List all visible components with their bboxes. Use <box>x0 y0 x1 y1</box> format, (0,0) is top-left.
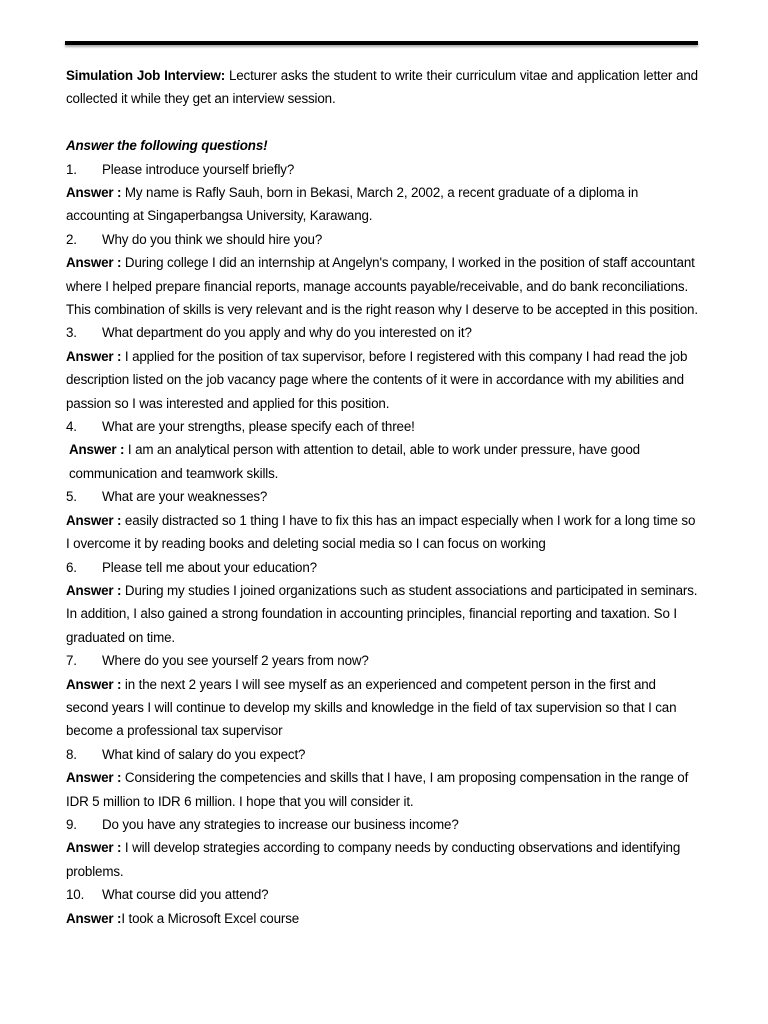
answer-label: Answer : <box>66 348 122 364</box>
question-text: Do you have any strategies to increase our business income? <box>102 816 459 832</box>
question-number: 5. <box>66 489 77 505</box>
question-text: What kind of salary do you expect? <box>102 746 306 762</box>
answer-text: My name is Rafly Sauh, born in Bekasi, March 2, 2002, a recent graduate of a diploma in accounting at Singaperbangsa University, Karawang. <box>66 185 639 224</box>
answer-6 <box>66 579 698 649</box>
answer-label: Answer : <box>66 770 122 786</box>
answer-7 <box>66 673 698 743</box>
question-2 <box>66 228 698 251</box>
answer-4 <box>66 438 698 485</box>
intro-text: Lecturer asks the student to write their curriculum vitae and application letter and collected it while they get an interview session. <box>66 68 698 107</box>
question-4 <box>66 415 698 438</box>
answer-label: Answer : <box>66 185 122 201</box>
question-number: 9. <box>66 816 77 832</box>
intro-label: Simulation Job Interview: <box>66 68 226 83</box>
answer-label: Answer : <box>66 910 122 926</box>
question-text: Why do you think we should hire you? <box>102 231 323 247</box>
question-number: 10. <box>66 887 85 903</box>
question-5 <box>66 485 698 508</box>
answer-text: I am an analytical person with attention to detail, able to work under pressure, have good communication and teamwork skills. <box>69 442 640 481</box>
answer-label: Answer : <box>66 512 122 528</box>
qa-list <box>66 158 698 930</box>
question-text: Please introduce yourself briefly? <box>102 161 295 177</box>
question-1 <box>66 158 698 181</box>
question-3 <box>66 321 698 344</box>
answer-text: I applied for the position of tax supervisor, before I registered with this company I had read the job description listed on the job vacancy page where the contents of it were in accordance with my abilities and passion so I was interested and applied for this position. <box>66 348 688 411</box>
answer-5 <box>66 509 698 556</box>
instruction-heading: Answer the following questions! <box>66 138 268 154</box>
question-number: 8. <box>66 746 77 762</box>
spacer <box>66 111 698 134</box>
question-text: What are your weaknesses? <box>102 489 268 505</box>
document-body <box>66 64 698 930</box>
question-number: 1. <box>66 161 77 177</box>
header-rule <box>65 41 698 45</box>
answer-10 <box>66 907 698 930</box>
answer-2 <box>66 251 698 321</box>
answer-text: I will develop strategies according to company needs by conducting observations and identifying problems. <box>66 840 681 879</box>
question-8 <box>66 743 698 766</box>
answer-3 <box>66 345 698 415</box>
question-text: Please tell me about your education? <box>102 559 317 575</box>
answer-label: Answer : <box>66 582 122 598</box>
answer-text: During my studies I joined organizations such as student associations and participated in seminars. In addition, I also gained a strong foundation in accounting principles, financial reporting and taxation. So I graduated on time. <box>66 582 698 645</box>
question-7 <box>66 649 698 672</box>
answer-label: Answer : <box>66 676 122 692</box>
answer-label: Answer : <box>66 840 122 856</box>
answer-1 <box>66 181 698 228</box>
answer-9 <box>66 836 698 883</box>
answer-text: During college I did an internship at Angelyn's company, I worked in the position of staff accountant where I helped prepare financial reports, manage accounts payable/receivable, and do bank reconciliations. This combination of skills is very relevant and is the right reason why I deserve to be accepted in this position. <box>66 255 698 318</box>
answer-label: Answer : <box>69 442 125 458</box>
question-6 <box>66 556 698 579</box>
question-number: 4. <box>66 419 77 435</box>
question-9 <box>66 813 698 836</box>
answer-text: in the next 2 years I will see myself as an experienced and competent person in the first and second years I will continue to develop my skills and knowledge in the field of tax supervision so that I can become a professional tax supervisor <box>66 676 677 739</box>
question-10 <box>66 883 698 906</box>
question-number: 3. <box>66 325 77 341</box>
question-text: Where do you see yourself 2 years from now? <box>102 653 369 669</box>
answer-text: I took a Microsoft Excel course <box>121 910 300 926</box>
answer-8 <box>66 766 698 813</box>
answer-text: Considering the competencies and skills that I have, I am proposing compensation in the range of IDR 5 million to IDR 6 million. I hope that you will consider it. <box>66 770 689 809</box>
answer-text: easily distracted so 1 thing I have to fix this has an impact especially when I work for a long time so I overcome it by reading books and deleting social media so I can focus on working <box>66 512 696 552</box>
intro-paragraph <box>66 64 698 111</box>
question-number: 2. <box>66 231 77 247</box>
question-number: 6. <box>66 559 77 575</box>
question-text: What course did you attend? <box>102 887 269 903</box>
question-number: 7. <box>66 653 77 669</box>
answer-label: Answer : <box>66 255 122 271</box>
question-text: What department do you apply and why do you interested on it? <box>102 325 472 341</box>
question-text: What are your strengths, please specify each of three! <box>102 419 415 435</box>
